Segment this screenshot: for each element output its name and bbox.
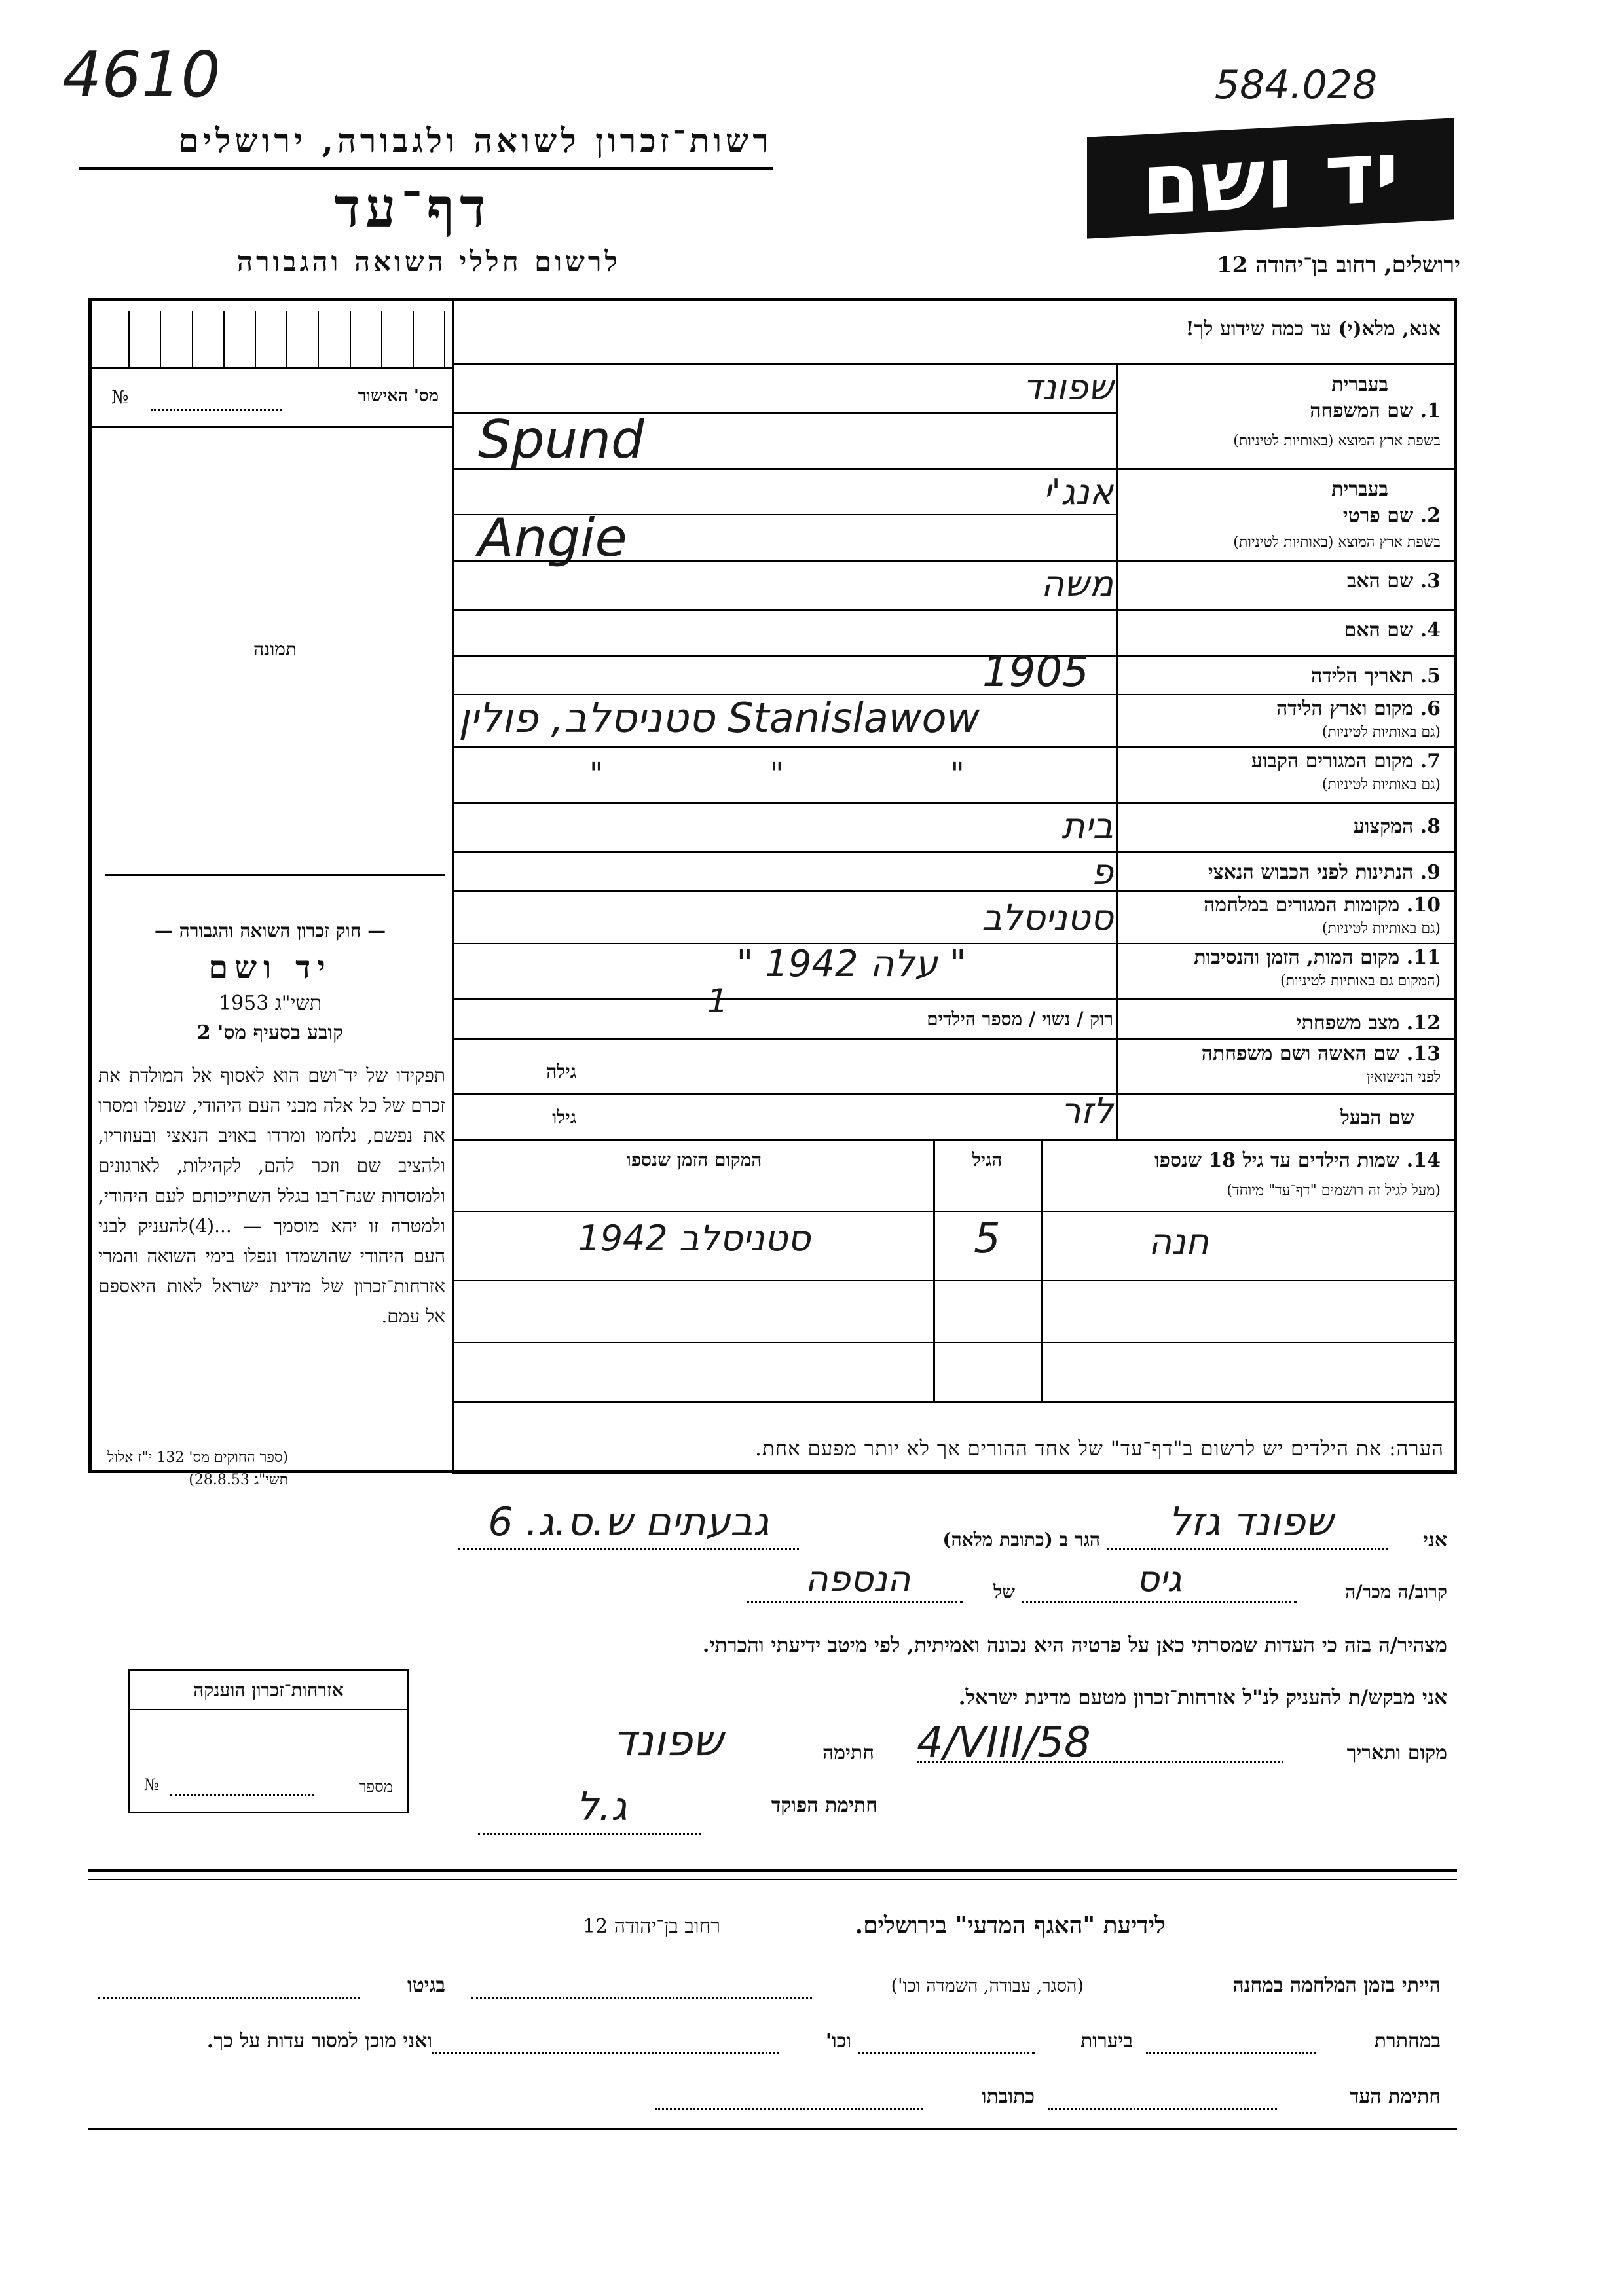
photo-bottom-line <box>105 874 445 876</box>
header-rule <box>79 167 773 170</box>
field-3-label <box>1126 570 1441 592</box>
footer-willing-label: ואני מוכן למסור עדות על כך. <box>206 2030 432 2052</box>
address: ירושלים, רחוב בן־יהודה 12 <box>1216 252 1460 278</box>
field-4-number: 4. <box>1420 619 1441 642</box>
child-name-value[interactable]: חנה <box>1148 1221 1209 1262</box>
label-column-divider <box>1116 363 1118 1139</box>
footer-address-label: כתובתו <box>981 2085 1035 2108</box>
row-line <box>452 746 1457 748</box>
profession-value[interactable]: בית <box>1061 805 1113 847</box>
field-6-note: (גם באותיות לטיניות) <box>1321 724 1441 740</box>
witness-signature-dots <box>1048 2108 1277 2110</box>
row-line <box>452 468 1457 470</box>
file-number: 584.028 <box>1215 62 1378 108</box>
field-6-number: 6. <box>1420 697 1441 720</box>
field-9-name: הנתינות לפני הכבוש הנאצי <box>1208 861 1414 884</box>
field-8-number: 8. <box>1420 815 1441 838</box>
row-line <box>452 1473 1457 1474</box>
of-label: של <box>993 1581 1015 1603</box>
sidebar-divider <box>452 298 454 1473</box>
deceased-dots <box>747 1601 963 1603</box>
field-7-name: מקום המגורים הקבוע <box>1251 750 1414 773</box>
field-2-label <box>1126 504 1441 527</box>
field-14-number: 14. <box>1406 1149 1441 1172</box>
field-11-name: מקום המות, הזמן והנסיבות <box>1194 946 1400 969</box>
field-4-label <box>1126 619 1441 642</box>
field-9-label <box>1126 861 1441 884</box>
field-6-name: מקום וארץ הלידה <box>1276 697 1414 720</box>
birth-date-value[interactable]: 1905 <box>982 648 1089 697</box>
sidebar-line <box>88 426 452 428</box>
husband-label: שם הבעל <box>1340 1106 1414 1129</box>
field-3-name: שם האב <box>1346 570 1414 592</box>
children-divider <box>933 1139 935 1401</box>
row-line <box>452 560 1457 562</box>
field-2-sub-latin: בשפת ארץ המוצא (באותיות לטיניות) <box>1233 534 1441 551</box>
address-dots <box>458 1548 799 1550</box>
field-5-name: תאריך הלידה <box>1311 665 1414 687</box>
photo-label: תמונה <box>253 638 297 660</box>
children-count-value[interactable]: 1 <box>707 982 728 1020</box>
marital-options: רוק / נשוי / מספר הילדים <box>927 1008 1113 1030</box>
yad-vashem-logo: יד ושם <box>1087 118 1454 238</box>
field-2-number: 2. <box>1420 504 1441 527</box>
declarant-label: אני <box>1423 1529 1447 1552</box>
approval-no-sign: № <box>111 386 129 408</box>
row-line <box>452 998 1457 1000</box>
resides-label: הגר ב (כתובת מלאה) <box>942 1529 1100 1550</box>
field-14-name: שמות הילדים עד גיל 18 שנספו <box>1154 1149 1400 1172</box>
row-line <box>452 1038 1457 1040</box>
row-line <box>452 1211 1457 1212</box>
law-reference: (ספר החוקים מס' 132 י"ז אלול תשי"ג 28.8.53) <box>107 1449 288 1488</box>
field-5-number: 5. <box>1420 665 1441 687</box>
deceased-ref-value[interactable]: הנספה <box>805 1558 911 1599</box>
citizenship-value[interactable]: פ <box>1091 851 1113 892</box>
law-text: תפקידו של יד־ושם הוא לאסוף אל המולדת את זכרם של כל אלה מבני העם היהודי, שנפלו ומסרו את נפשם, נלחמו ומרדו באויב הנאצי ובעוזריו, ולהציב שם וזכר להם, לקהילות, לארגונים ולמוסדות שנח־רבו בגלל השתייכותם לעם היהודי, ולמטרה זו יהא מוסמך — ...(4)להעניק לבני העם היהודי שהושמדו ונפלו בימי השואה והמרי אזרחות־זכרון של מדינת ישראל לאות היאספם אל עמם. <box>98 1065 445 1327</box>
field-5-label <box>1126 665 1441 687</box>
field-14-note: (מעל לגיל זה רושמים "דף־עד" מיוחד) <box>1227 1182 1441 1199</box>
children-age-header: הגיל <box>972 1149 1003 1171</box>
footer-witness-signature-label: חתימת העד <box>1349 2085 1441 2108</box>
stamp-dots <box>170 1794 314 1796</box>
relation-value[interactable]: גיס <box>1136 1558 1182 1599</box>
field-2-sub-hebrew: בעברית <box>1331 478 1388 501</box>
row-line <box>452 363 1457 365</box>
first-name-latin-value[interactable]: Angie <box>478 507 627 568</box>
field-7-note: (גם באותיות לטיניות) <box>1321 776 1441 793</box>
relative-label: קרוב/ה מכר/ה <box>1345 1581 1447 1603</box>
field-6-label <box>1126 697 1441 720</box>
statement-truth: מצהיר/ה בזה כי העדות שמסרתי כאן על פרטיה היא נכונה ואמיתית, לפי מיטב ידיעתי והכרתי. <box>702 1633 1447 1657</box>
stamp-no-sign: № <box>144 1776 159 1794</box>
field-8-label <box>1126 815 1441 838</box>
footer-rule-thin <box>88 1879 1457 1880</box>
place-date-dots <box>917 1761 1283 1763</box>
first-name-hebrew-value[interactable]: אנג'י <box>1043 471 1113 513</box>
form-subtitle: לרשום חללי השואה והגבורה <box>236 246 621 278</box>
footer-title: לידיעת "האגף המדעי" בירושלים. <box>855 1912 1166 1939</box>
field-13-label <box>1126 1042 1441 1065</box>
field-1-name: שם המשפחה <box>1310 399 1414 422</box>
field-9-number: 9. <box>1420 861 1441 884</box>
declarant-name-value[interactable]: שפונד גזל <box>1168 1499 1333 1545</box>
form-title: דף־עד <box>334 177 491 240</box>
approval-tick-boxes <box>98 311 445 367</box>
husband-age-label: גילו <box>552 1106 576 1128</box>
residence-value[interactable]: " " " <box>589 756 1043 792</box>
field-1-sub-latin: בשפת ארץ המוצא (באותיות לטיניות) <box>1233 433 1441 449</box>
place-date-value[interactable]: 4/VIII/58 <box>917 1719 1091 1767</box>
footer-bottom-line <box>88 2128 1457 2130</box>
law-name: יד ושם <box>208 949 332 986</box>
field-7-number: 7. <box>1420 750 1441 773</box>
row-line <box>452 1139 1457 1141</box>
field-11-number: 11. <box>1406 946 1441 969</box>
etc-dots <box>432 2052 779 2054</box>
stamp-title: אזרחות־זכרון הוענקה <box>193 1679 344 1701</box>
field-12-label <box>1126 1011 1441 1034</box>
address-value[interactable]: גבעתים ש.ס.ג. 6 <box>488 1499 769 1545</box>
row-line <box>452 655 1457 657</box>
field-1-number: 1. <box>1420 399 1441 422</box>
husband-name-value[interactable]: לזר <box>1061 1090 1113 1131</box>
death-place-value[interactable]: " עלה 1942 " <box>736 943 967 985</box>
declarant-dots <box>1107 1548 1388 1550</box>
field-13-note: לפני הנישואין <box>1366 1069 1441 1085</box>
field-8-name: המקצוע <box>1353 815 1414 838</box>
children-divider <box>1041 1139 1043 1401</box>
approval-dots <box>151 409 282 411</box>
officer-dots <box>478 1833 701 1835</box>
field-10-note: (גם באותיות לטיניות) <box>1321 920 1441 937</box>
footer-camp-types: (הסגר, עבודה, השמדה וכו') <box>891 1976 1084 1996</box>
field-2-name: שם פרטי <box>1342 504 1414 527</box>
intro-text: אנא, מלא(י) עד כמה שידוע לך! <box>1185 318 1441 340</box>
row-line <box>452 609 1457 611</box>
statement-request: אני מבקש/ת להעניק לנ"ל אזרחות־זכרון מטעם מדינת ישראל. <box>958 1686 1447 1709</box>
field-14-label <box>1048 1149 1441 1172</box>
row-line <box>452 1342 1457 1343</box>
field-4-name: שם האם <box>1344 619 1414 642</box>
field-13-name: שם האשה ושם משפחתה <box>1201 1042 1400 1065</box>
stamp-line <box>128 1709 409 1710</box>
stamp-number-label: מספר <box>358 1777 393 1796</box>
child-age-value[interactable]: 5 <box>974 1214 1001 1263</box>
field-13-number: 13. <box>1406 1042 1441 1065</box>
row-line <box>452 1401 1457 1403</box>
officer-signature-value[interactable]: ג.ל <box>576 1784 627 1830</box>
place-date-label: מקום ותאריך <box>1346 1741 1447 1764</box>
footer-etc-label: וכו' <box>825 2030 851 2052</box>
footer-address: רחוב בן־יהודה 12 <box>583 1915 720 1938</box>
camp-dots <box>471 1997 812 1999</box>
footer-camp-label: הייתי בזמן המלחמה במחנה <box>1232 1974 1441 1997</box>
children-place-header: המקום הזמן שנספו <box>626 1149 762 1171</box>
witness-address-dots <box>655 2108 923 2110</box>
underground-dots <box>1146 2052 1316 2054</box>
law-title: — חוק זכרון השואה והגבורה — <box>154 920 386 941</box>
signature-label: חתימה <box>822 1741 874 1764</box>
footer-ghetto-label: בגיטו <box>407 1974 445 1997</box>
footer-forests-label: ביערות <box>1080 2030 1133 2052</box>
field-10-label <box>1126 894 1441 917</box>
remark-text: הערה: את הילדים יש לרשום ב"דף־עד" של אחד ההורים אך לא יותר מפעם אחת. <box>754 1437 1444 1461</box>
field-12-name: מצב משפחתי <box>1296 1011 1400 1034</box>
forests-dots <box>858 2052 1035 2054</box>
field-11-label <box>1126 946 1441 969</box>
surname-hebrew-value[interactable]: שפונד <box>1023 367 1113 408</box>
field-7-label <box>1126 750 1441 773</box>
footer-underground-label: במחתרת <box>1374 2030 1441 2052</box>
birth-place-value[interactable]: סטניסלב, פולין Stanislawow <box>458 694 980 742</box>
archive-number: 4610 <box>62 39 221 111</box>
field-10-name: מקומות המגורים במלחמה <box>1204 894 1400 917</box>
ghetto-dots <box>98 1997 360 1999</box>
law-year: תשי"ג 1953 <box>219 992 322 1015</box>
field-1-sub-hebrew: בעברית <box>1331 373 1388 396</box>
row-line <box>452 802 1457 804</box>
field-10-number: 10. <box>1406 894 1441 917</box>
signature-value[interactable]: שפונד <box>612 1715 724 1766</box>
law-section: קובע בסעיף מס' 2 <box>196 1021 344 1044</box>
org-name: רשות־זכרון לשואה ולגבורה, ירושלים <box>178 121 773 160</box>
sidebar-line <box>88 367 452 369</box>
surname-latin-value[interactable]: Spund <box>478 409 644 470</box>
footer-rule <box>88 1869 1457 1872</box>
row-line <box>452 1280 1457 1281</box>
field-12-number: 12. <box>1406 1011 1441 1034</box>
wartime-residence-value[interactable]: סטניסלב <box>982 897 1113 938</box>
field-3-number: 3. <box>1420 570 1441 592</box>
father-name-value[interactable]: משה <box>1041 563 1113 604</box>
field-11-note: (המקום גם באותיות לטיניות) <box>1280 973 1441 989</box>
field-1-label <box>1126 399 1441 422</box>
child-place-value[interactable]: סטניסלב 1942 <box>578 1218 811 1259</box>
approval-label: מס' האישור <box>358 386 439 406</box>
row-line <box>452 890 1457 892</box>
relation-dots <box>1022 1601 1297 1603</box>
officer-signature-label: חתימת הפוקד <box>771 1794 877 1817</box>
wife-age-label: גילה <box>546 1061 576 1082</box>
